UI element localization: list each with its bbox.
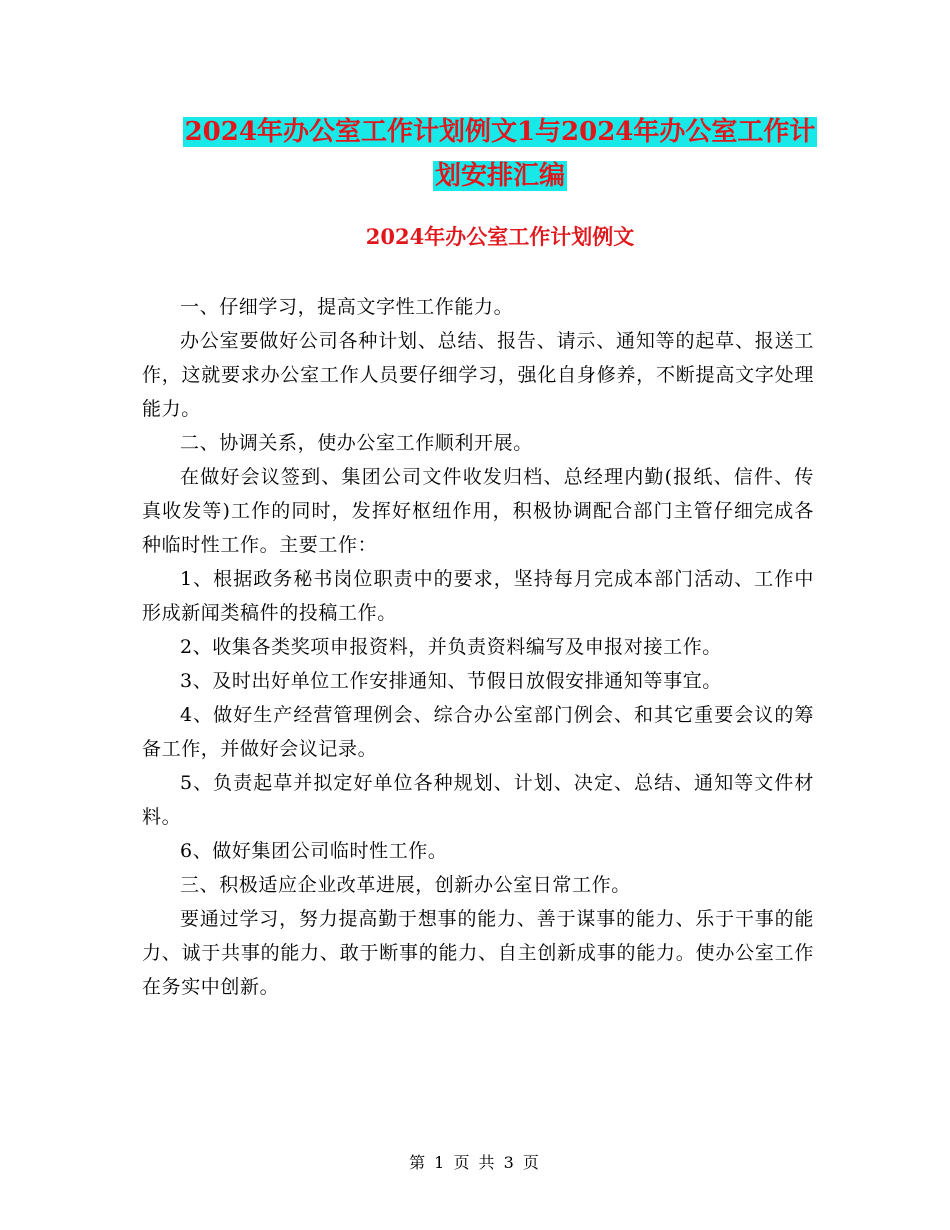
list-item: 1、根据政务秘书岗位职责中的要求，坚持每月完成本部门活动、工作中形成新闻类稿件的投稿工作。 — [142, 568, 814, 624]
heading-1: 一、仔细学习，提高文字性工作能力。 — [180, 296, 514, 318]
list-item: 6、做好集团公司临时性工作。 — [180, 840, 448, 862]
document-body — [142, 290, 814, 1004]
list-item: 3、及时出好单位工作安排通知、节假日放假安排通知等事宜。 — [180, 670, 722, 692]
document-title-line-1: 2024年办公室工作计划例文1与2024年办公室工作计 — [184, 117, 816, 147]
paragraph: 在做好会议签到、集团公司文件收发归档、总经理内勤(报纸、信件、传真收发等)工作的同时，发挥好枢纽作用，积极协调配合部门主管仔细完成各种临时性工作。主要工作： — [142, 466, 814, 556]
section-title: 2024年办公室工作计划例文 — [365, 224, 635, 249]
document-title — [140, 110, 860, 198]
list-item: 5、负责起草并拟定好单位各种规划、计划、决定、总结、通知等文件材料。 — [142, 772, 814, 828]
paragraph: 要通过学习，努力提高勤于想事的能力、善于谋事的能力、乐于干事的能力、诚于共事的能力、敢于断事的能力、自主创新成事的能力。使办公室工作在务实中创新。 — [142, 908, 814, 998]
list-item: 2、收集各类奖项申报资料，并负责资料编写及申报对接工作。 — [180, 636, 722, 658]
heading-2: 二、协调关系，使办公室工作顺利开展。 — [180, 432, 533, 454]
document-title-line-2: 划安排汇编 — [434, 161, 565, 191]
list-item: 4、做好生产经营管理例会、综合办公室部门例会、和其它重要会议的筹备工作，并做好会议记录。 — [142, 704, 814, 760]
paragraph: 办公室要做好公司各种计划、总结、报告、请示、通知等的起草、报送工作，这就要求办公室工作人员要仔细学习，强化自身修养，不断提高文字处理能力。 — [142, 330, 814, 420]
page-footer: 第 1 页 共 3 页 — [409, 1153, 541, 1172]
heading-3: 三、积极适应企业改革进展，创新办公室日常工作。 — [180, 874, 631, 896]
